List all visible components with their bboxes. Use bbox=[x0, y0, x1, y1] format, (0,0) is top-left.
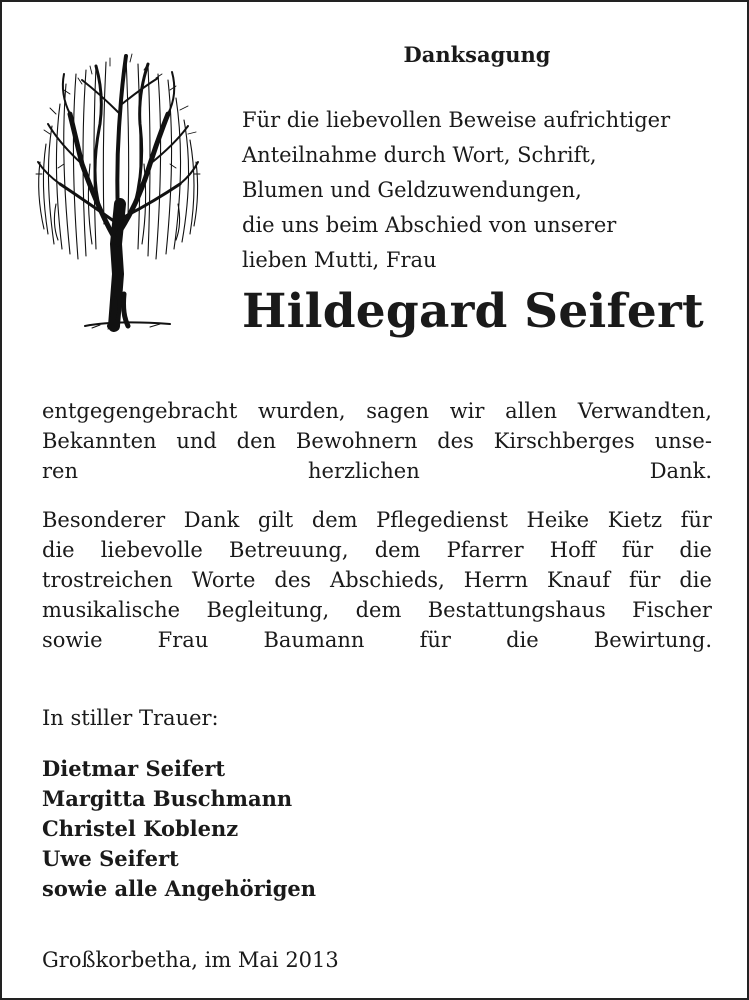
paragraph-line: sowie Frau Baumann für die Bewirtung. bbox=[42, 628, 712, 652]
special-thanks-paragraph bbox=[42, 505, 712, 655]
paragraph-line: Bekannten und den Bewohnern des Kirschberges unse- bbox=[42, 429, 712, 453]
intro-text bbox=[242, 103, 722, 278]
paragraph-line: ren herzlichen Dank. bbox=[42, 459, 712, 483]
intro-line: Anteilnahme durch Wort, Schrift, bbox=[242, 143, 597, 167]
mourners-list bbox=[42, 754, 316, 904]
mourner-name: Margitta Buschmann bbox=[42, 786, 293, 811]
paragraph-line: musikalische Begleitung, dem Bestattungshaus Fischer bbox=[42, 598, 712, 622]
paragraph-line: entgegengebracht wurden, sagen wir allen Verwandten, bbox=[42, 399, 712, 423]
paragraph-line: trostreichen Worte des Abschieds, Herrn Knauf für die bbox=[42, 568, 712, 592]
mourner-name: Uwe Seifert bbox=[42, 846, 179, 871]
mourner-name: Dietmar Seifert bbox=[42, 756, 226, 781]
paragraph-line: Besonderer Dank gilt dem Pflegedienst Heike Kietz für bbox=[42, 508, 712, 532]
deceased-name: Hildegard Seifert bbox=[242, 284, 704, 339]
weeping-willow-tree-icon bbox=[30, 44, 202, 334]
mourner-name: Christel Koblenz bbox=[42, 816, 239, 841]
mourner-name: sowie alle Angehörigen bbox=[42, 876, 317, 901]
place-and-date: Großkorbetha, im Mai 2013 bbox=[42, 948, 339, 972]
paragraph-line: die liebevolle Betreuung, dem Pfarrer Hoff für die bbox=[42, 538, 712, 562]
intro-line: die uns beim Abschied von unserer bbox=[242, 213, 617, 237]
intro-line: lieben Mutti, Frau bbox=[242, 248, 437, 272]
thanks-paragraph bbox=[42, 396, 712, 486]
notice-heading: Danksagung bbox=[403, 42, 551, 67]
intro-line: Blumen und Geldzuwendungen, bbox=[242, 178, 582, 202]
intro-line: Für die liebevollen Beweise aufrichtiger bbox=[242, 108, 671, 132]
mourning-label: In stiller Trauer: bbox=[42, 706, 219, 730]
